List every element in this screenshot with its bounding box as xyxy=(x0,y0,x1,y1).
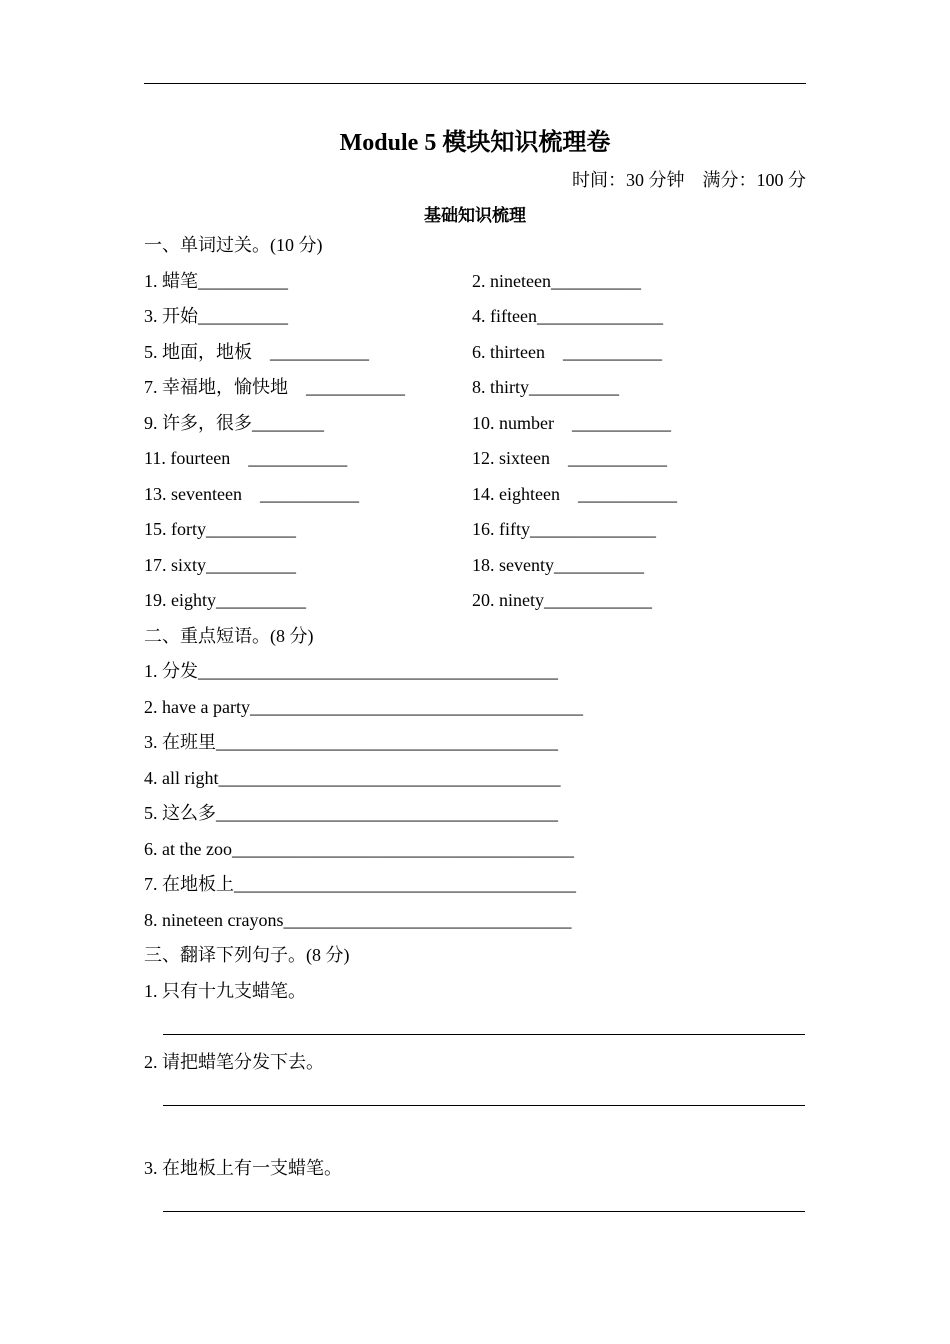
page-title: Module 5 模块知识梳理卷 xyxy=(339,130,611,156)
section-subtitle: 基础知识梳理 xyxy=(424,206,526,225)
vocab-item: 17. sixty__________ xyxy=(144,555,297,575)
vocab-item: 14. eighteen ___________ xyxy=(472,484,677,504)
vocab-item: 9. 许多，很多________ xyxy=(144,413,324,433)
phrase-item: 8. nineteen crayons________________________________ xyxy=(144,910,572,930)
answer-line xyxy=(163,1034,805,1035)
vocab-item: 6. thirteen ___________ xyxy=(472,342,662,362)
phrase-item: 3. 在班里______________________________________ xyxy=(144,732,558,752)
vocab-item: 20. ninety____________ xyxy=(472,590,652,610)
vocab-item: 11. fourteen ___________ xyxy=(144,448,348,468)
vocab-item: 16. fifty______________ xyxy=(472,519,656,539)
section-heading: 二、重点短语。(8 分) xyxy=(144,626,314,646)
phrase-item: 2. have a party_____________________________________ xyxy=(144,697,583,717)
vocab-item: 15. forty__________ xyxy=(144,519,296,539)
phrase-item: 7. 在地板上______________________________________ xyxy=(144,874,576,894)
vocab-item: 10. number ___________ xyxy=(472,413,671,433)
section-heading: 三、翻译下列句子。(8 分) xyxy=(144,945,350,965)
sentence-item: 1. 只有十九支蜡笔。 xyxy=(144,981,306,1001)
vocab-item: 19. eighty__________ xyxy=(144,590,306,610)
answer-line xyxy=(163,1105,805,1106)
vocab-item: 1. 蜡笔__________ xyxy=(144,271,288,291)
vocab-item: 18. seventy__________ xyxy=(472,555,644,575)
vocab-item: 2. nineteen__________ xyxy=(472,271,641,291)
vocab-item: 4. fifteen______________ xyxy=(472,306,663,326)
vocab-item: 3. 开始__________ xyxy=(144,306,288,326)
section-heading: 一、单词过关。(10 分) xyxy=(144,235,323,255)
phrase-item: 1. 分发________________________________________ xyxy=(144,661,558,681)
vocab-item: 5. 地面，地板 ___________ xyxy=(144,342,369,362)
phrase-item: 4. all right______________________________________ xyxy=(144,768,561,788)
sentence-item: 3. 在地板上有一支蜡笔。 xyxy=(144,1158,342,1178)
phrase-item: 5. 这么多______________________________________ xyxy=(144,803,558,823)
vocab-item: 8. thirty__________ xyxy=(472,377,619,397)
sentence-item: 2. 请把蜡笔分发下去。 xyxy=(144,1052,324,1072)
vocab-item: 12. sixteen ___________ xyxy=(472,448,667,468)
exam-meta: 时间：30 分钟 满分：100 分 xyxy=(572,170,806,190)
vocab-item: 7. 幸福地，愉快地 ___________ xyxy=(144,377,405,397)
header-rule xyxy=(144,83,806,84)
phrase-item: 6. at the zoo______________________________________ xyxy=(144,839,574,859)
answer-line xyxy=(163,1211,805,1212)
vocab-item: 13. seventeen ___________ xyxy=(144,484,359,504)
